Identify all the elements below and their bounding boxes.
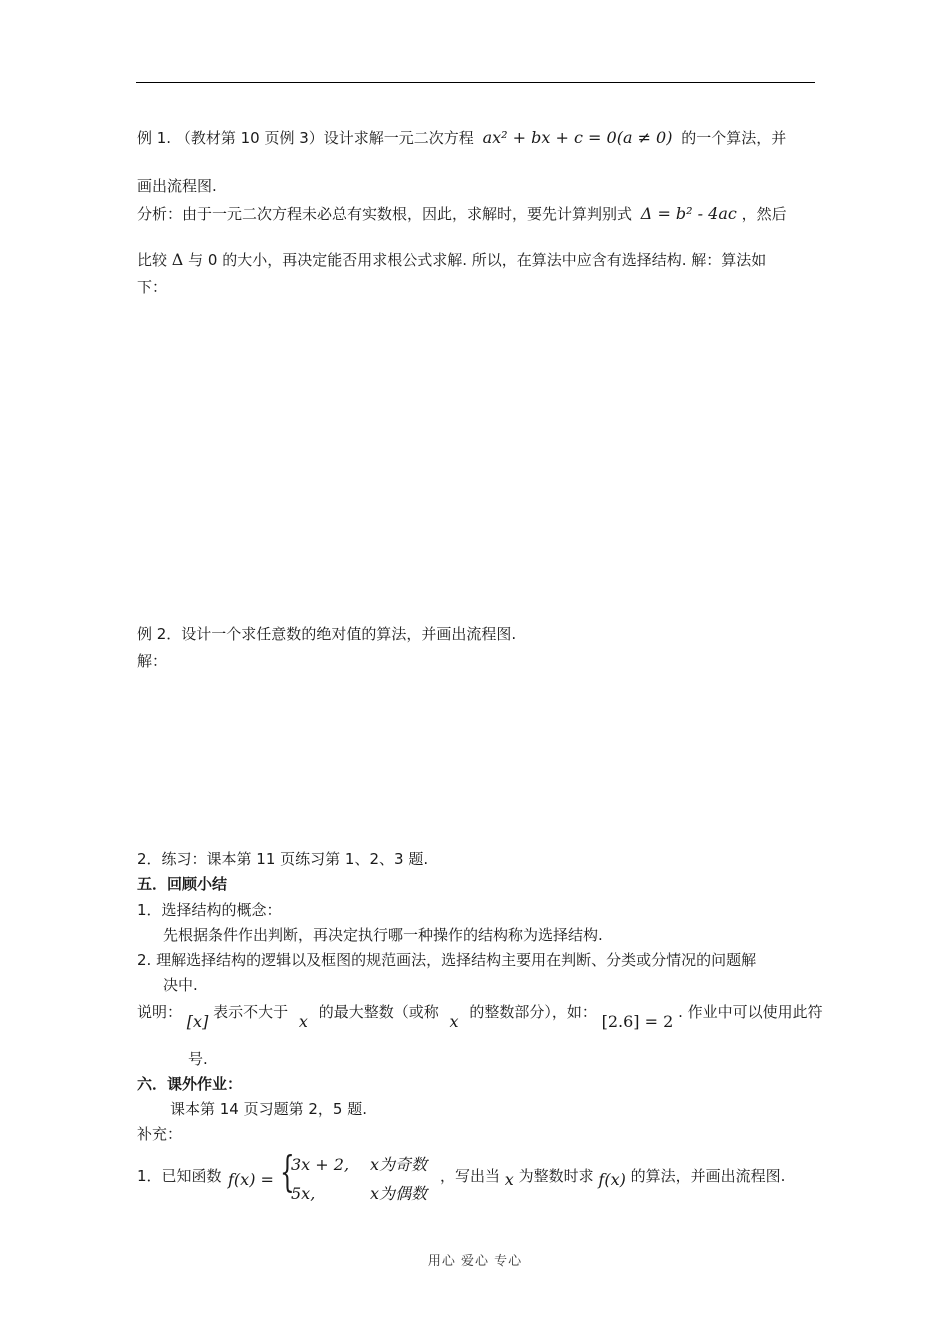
example2-line1: 例 2．设计一个求任意数的绝对值的算法，并画出流程图. — [137, 625, 517, 643]
delta-symbol: Δ — [171, 250, 184, 269]
analysis-prefix: 分析：由于一元二次方程未必总有实数根，因此，求解时，要先计算判别式 — [137, 205, 633, 223]
note-x2: x — [449, 1012, 459, 1031]
analysis-line2-b: 与 0 的大小，再决定能否用求根公式求解. 所以，在算法中应含有选择结构. 解：算法如 — [188, 251, 767, 269]
example1-prefix: 例 1. （教材第 10 页例 3）设计求解一元二次方程 — [137, 129, 474, 147]
q1-rest — [440, 1166, 786, 1189]
discriminant-formula: Δ = b² - 4ac — [640, 204, 737, 223]
section5-note-cont: 号. — [188, 1050, 208, 1068]
practice-line: 2．练习：课本第 11 页练习第 1、2、3 题. — [137, 850, 429, 868]
analysis-suffix: ，然后 — [741, 205, 787, 223]
q1-fx: f(x) — [598, 1170, 626, 1189]
section5-item2-cont: 决中. — [163, 976, 198, 994]
section5-item2: 2. 理解选择结构的逻辑以及框图的规范画法，选择结构主要用在判断、分类或分情况的问题解 — [137, 951, 757, 969]
note-prefix: 说明： — [137, 1003, 183, 1021]
function-lhs: f(x) = — [228, 1170, 274, 1189]
example2-line2: 解： — [137, 652, 168, 670]
page-footer: 用心 爱心 专心 — [427, 1254, 523, 1269]
floor-example: [2.6] = 2 — [601, 1012, 674, 1031]
analysis-line3: 下： — [137, 278, 168, 296]
piecewise-brace: { — [280, 1147, 295, 1196]
case1-condition: x为奇数 — [370, 1155, 428, 1174]
quadratic-equation: ax² + bx + c = 0(a ≠ 0) — [482, 128, 673, 147]
q1-prefix: 1．已知函数 — [137, 1167, 222, 1185]
q1-x: x — [504, 1170, 514, 1189]
q1-mid2: 为整数时求 — [518, 1167, 594, 1185]
homework-line: 课本第 14 页习题第 2，5 题. — [170, 1100, 368, 1118]
note-x1: x — [298, 1012, 308, 1031]
analysis-line1 — [137, 204, 787, 224]
example1-line1 — [137, 128, 786, 148]
case2-condition: x为偶数 — [370, 1184, 428, 1203]
section5-note — [137, 1002, 823, 1031]
section6-heading: 六．课外作业： — [137, 1075, 243, 1093]
header-rule — [136, 82, 815, 83]
example1-line2: 画出流程图. — [137, 177, 217, 195]
floor-bracket-notation: [x] — [186, 1012, 209, 1031]
section5-item1: 1．选择结构的概念： — [137, 901, 282, 919]
section5-heading: 五．回顾小结 — [137, 875, 228, 893]
analysis-line2-a: 比较 — [137, 251, 168, 269]
section5-item1-text: 先根据条件作出判断，再决定执行哪一种操作的结构称为选择结构. — [163, 926, 603, 944]
supplement-label: 补充： — [137, 1125, 183, 1143]
note-a: 表示不大于 — [213, 1003, 289, 1021]
analysis-line2 — [137, 250, 766, 270]
note-c: 的整数部分），如： — [469, 1003, 597, 1021]
note-d: . 作业中可以使用此符 — [678, 1003, 823, 1021]
case1-expression: 3x + 2, — [291, 1155, 350, 1174]
q1-mid: ，写出当 — [440, 1167, 501, 1185]
case2-expression: 5x, — [291, 1184, 316, 1203]
example1-suffix: 的一个算法，并 — [681, 129, 787, 147]
q1-suffix: 的算法，并画出流程图. — [630, 1167, 786, 1185]
note-b: 的最大整数（或称 — [318, 1003, 439, 1021]
